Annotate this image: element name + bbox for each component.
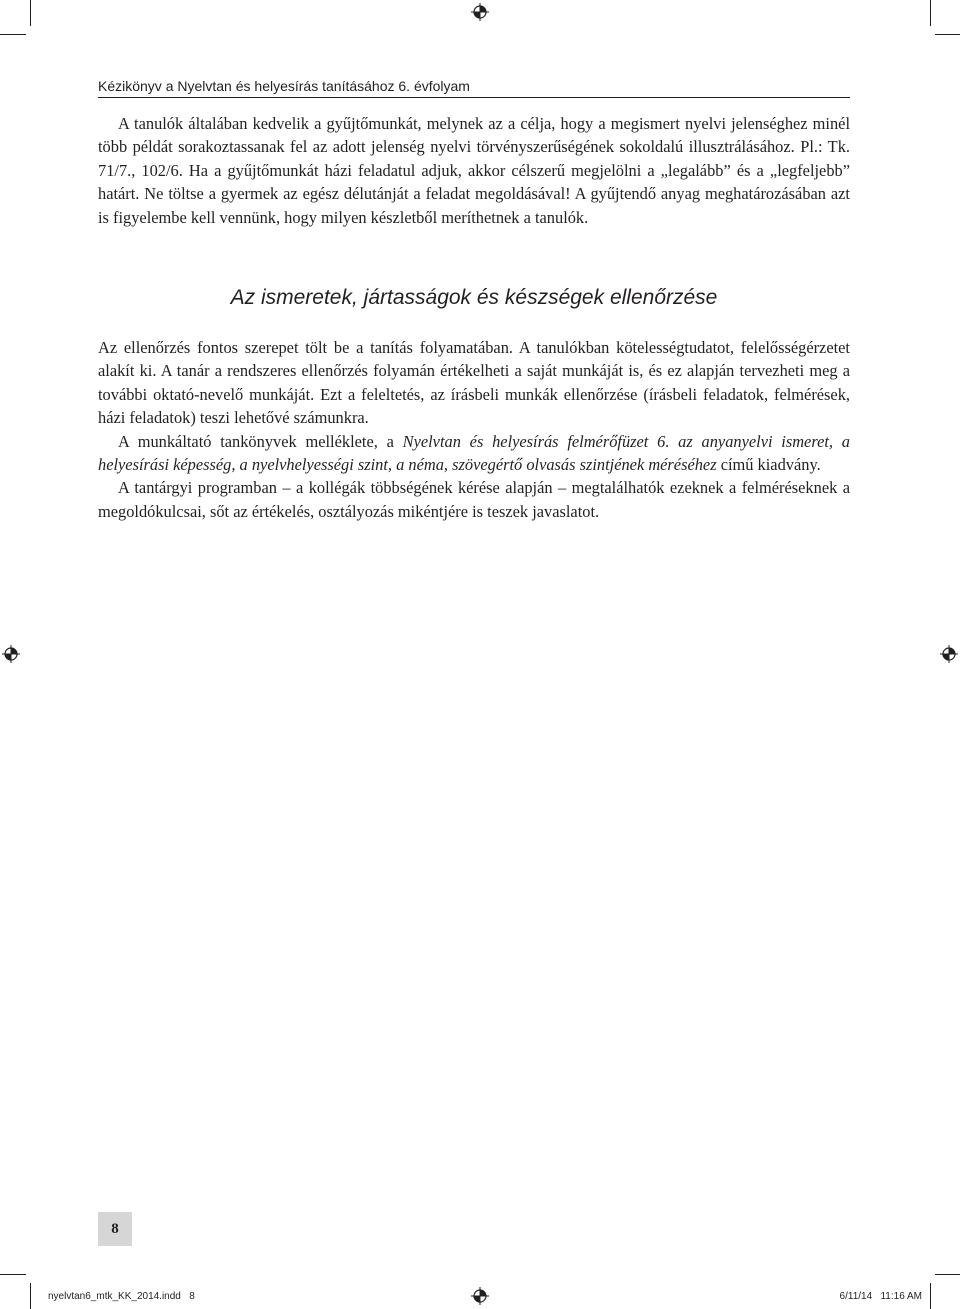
slug-line <box>0 1282 960 1309</box>
header-rule <box>98 97 850 98</box>
crop-mark-top-left-h <box>0 34 26 35</box>
running-head: Kézikönyv a Nyelvtan és helyesírás tanításához 6. évfolyam <box>98 78 470 94</box>
crop-mark-bottom-right-h <box>935 1274 960 1275</box>
crop-mark-top-left <box>30 0 31 26</box>
crop-mark-bottom-left-h <box>0 1274 26 1275</box>
slug-timestamp: 6/11/14 11:16 AM <box>839 1291 922 1302</box>
page-number-label: 8 <box>111 1220 119 1237</box>
slug-filename: nyelvtan6_mtk_KK_2014.indd 8 <box>48 1291 195 1302</box>
registration-mark-icon <box>2 645 20 663</box>
registration-mark-icon <box>940 645 958 663</box>
booklet-title: Nyelvtan és helyesírás felmérőfüzet 6. az anyanyelvi ismeret, a helyesírási képesség, a nyelvhelyességi szint, a néma, szövegértő olvasás szintjének méréséhez <box>98 431 851 475</box>
control-paragraph-3: A tantárgyi programban – a kollégák többségének kérése alapján – megtalálhatók ezeknek a felméréseknek a megoldókulcsai, sőt az értékelés, osztályozás mikéntjére is teszek javaslatot. <box>98 478 850 521</box>
control-section-text <box>98 336 850 523</box>
intro-paragraph: A tanulók általában kedvelik a gyűjtőmunkát, melynek az a célja, hogy a megismert nyelvi jelenséghez minél több példát sorakoztassanak fel az adott jelenség nyelvi törvényszerűségének sokoldalú illusztrálásához. Pl.: Tk. 71/7., 102/6. Ha a gyűjtőmunkát házi feladatul adjuk, akkor célszerű megjelölni a „legalább” és a „legfeljebb” határt. Ne töltse a gyermek az egész délutánját a feladat megoldásával! A gyűjtendő anyag meghatározásában azt is figyelembe kell vennünk, hogy milyen készletből meríthetnek a tanulók. <box>98 114 850 227</box>
intro-text <box>98 112 850 229</box>
section-title: Az ismeretek, jártasságok és készségek ellenőrzése <box>230 286 718 309</box>
paragraph-2-after: című kiadvány. <box>716 455 821 475</box>
control-paragraph-2 <box>98 430 850 477</box>
crop-mark-top-right-h <box>935 34 960 35</box>
paragraph-2-before: A munkáltató tankönyvek melléklete, a <box>118 431 403 451</box>
registration-mark-icon <box>471 3 489 21</box>
control-paragraph-1: Az ellenőrzés fontos szerepet tölt be a tanítás folyamatában. A tanulókban kötelességtudatot, felelősségérzetet alakít ki. A tanár a rendszeres ellenőrzés folyamán értékelheti a saját munkáját is, és ez alapján tervezheti meg a további oktató-nevelő munkáját. Ezt a feleltetés, az írásbeli munkák ellenőrzése (írásbeli feladatok, felmérések, házi feladatok) teszi lehetővé számunkra. <box>98 338 850 428</box>
crop-mark-top-right <box>930 0 931 26</box>
page-number <box>98 1212 132 1246</box>
